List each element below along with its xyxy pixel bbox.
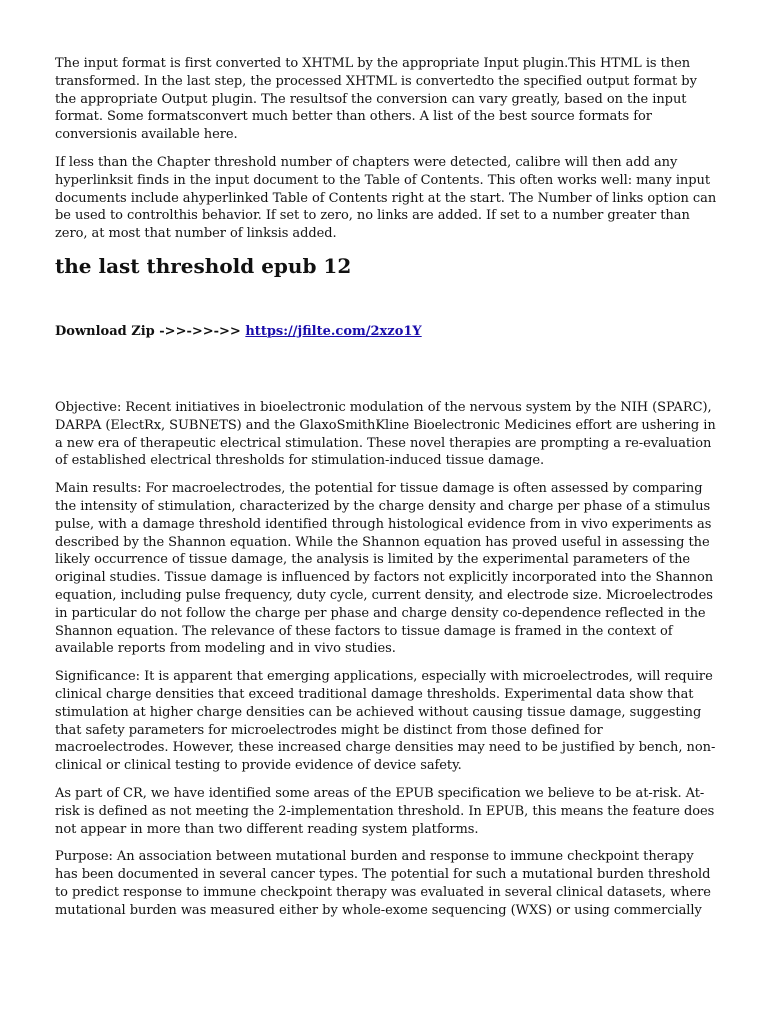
download-link[interactable]: https://jfilte.com/2xzo1Y (245, 323, 422, 339)
objective-paragraph: Objective: Recent initiatives in bioelectronic modulation of the nervous system by the NIH (SPARC), DARPA (ElectRx, SUBNETS) and the GlaxoSmithKline Bioelectronic Medicines effort are ushering in a new era of therapeutic electrical stimulation. These novel therapies are prompting a re-evaluation of established electrical thresholds for stimulation-induced tissue damage. (55, 399, 716, 469)
download-label: Download Zip ->>->>->> (55, 323, 246, 339)
intro-paragraph-conversion: The input format is first converted to XHTML by the appropriate Input plugin.This HTML is then transformed. In the last step, the processed XHTML is convertedto the specified output format by the appropriate Output plugin. The resultsof the conversion can vary greatly, based on the input format. Some formatsconvert much better than others. A list of the best source formats for conversionis available here. (55, 56, 697, 143)
purpose-paragraph: Purpose: An association between mutational burden and response to immune checkpoint therapy has been documented in several cancer types. The potential for such a mutational burden threshold to predict response to immune checkpoint therapy was evaluated in several clinical datasets, where mutational burden was measured either by whole-exome sequencing (WXS) or using commercially (55, 849, 711, 918)
spacer (55, 341, 717, 399)
main-results-paragraph: Main results: For macroelectrodes, the potential for tissue damage is often assessed by comparing the intensity of stimulation, characterized by the charge density and charge per phase of a stimulus pulse, with a damage threshold identified through histological evidence from in vivo experiments as described by the Shannon equation. While the Shannon equation has proved useful in assessing the likely occurrence of tissue damage, the analysis is limited by the experimental parameters of the original studies. Tissue damage is influenced by factors not explicitly incorporated into the Shannon equation, including pulse frequency, duty cycle, current density, and electrode size. Microelectrodes in particular do not follow the charge per phase and charge density co-dependence reflected in the Shannon equation. The relevance of these factors to tissue damage is framed in the context of available reports from modeling and in vivo studies. (55, 481, 714, 657)
epub-cr-paragraph: As part of CR, we have identified some areas of the EPUB specification we believe to be at-risk. At-risk is defined as not meeting the 2-implementation threshold. In EPUB, this means the feature does not appear in more than two different reading system platforms. (55, 785, 715, 837)
intro-paragraph-threshold: If less than the Chapter threshold number of chapters were detected, calibre will then add any hyperlinksit finds in the input document to the Table of Contents. This often works well: many input documents include ahyperlinked Table of Contents right at the start. The Number of links option can be used to controlthis behavior. If set to zero, no links are added. If set to a number greater than zero, at most that number of linksis added. (55, 154, 717, 242)
significance-paragraph: Significance: It is apparent that emerging applications, especially with microelectrodes, will require clinical charge densities that exceed traditional damage thresholds. Experimental data show that stimulation at higher charge densities can be achieved without causing tissue damage, suggesting that safety parameters for microelectrodes might be distinct from those defined for macroelectrodes. However, these increased charge densities may need to be justified by bench, non-clinical or clinical testing to provide evidence of device safety. (55, 669, 716, 774)
document-page (55, 55, 717, 929)
download-line (55, 323, 717, 341)
page-title: the last threshold epub 12 (55, 253, 352, 278)
